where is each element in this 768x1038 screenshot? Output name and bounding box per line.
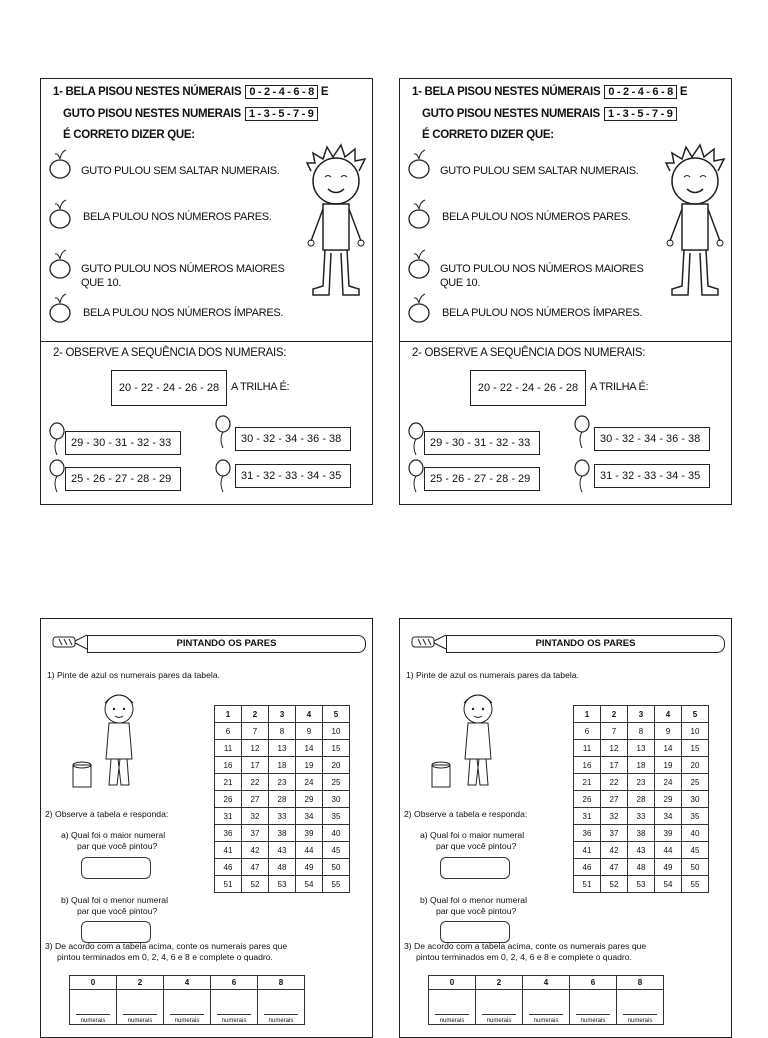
balloon-checkbox-icon[interactable] <box>49 422 65 456</box>
grid-row <box>215 791 350 808</box>
grid-cell[interactable]: 46 <box>215 859 242 876</box>
grid-cell[interactable]: 44 <box>296 842 323 859</box>
grid-cell[interactable]: 29 <box>655 791 682 808</box>
grid-cell[interactable]: 43 <box>628 842 655 859</box>
counting-header: 2 <box>117 976 164 990</box>
grid-cell[interactable]: 38 <box>269 825 296 842</box>
option-3: GUTO PULOU NOS NÚMEROS MAIORES <box>440 263 644 275</box>
counting-header: 8 <box>617 976 664 990</box>
grid-cell[interactable]: 22 <box>242 774 269 791</box>
grid-cell[interactable]: 27 <box>242 791 269 808</box>
grid-cell[interactable]: 11 <box>574 740 601 757</box>
grid-cell[interactable]: 6 <box>215 723 242 740</box>
q1-text: 1) Pinte de azul os numerais pares da tabela. <box>47 670 220 680</box>
grid-row <box>215 723 350 740</box>
grid-cell[interactable]: 28 <box>269 791 296 808</box>
answer-option-4: 31 - 32 - 33 - 34 - 35 <box>235 464 351 488</box>
grid-cell[interactable]: 35 <box>682 808 709 825</box>
q1-line1 <box>412 85 687 99</box>
worksheet-bottom-right <box>399 618 732 1038</box>
answer-blank[interactable] <box>123 1014 157 1015</box>
option-3-line2: QUE 10. <box>440 277 481 289</box>
grid-cell[interactable]: 55 <box>682 876 709 893</box>
option-3: GUTO PULOU NOS NÚMEROS MAIORES <box>81 263 285 275</box>
section-divider <box>400 341 731 342</box>
counting-header: 0 <box>70 976 117 990</box>
grid-row <box>215 740 350 757</box>
answer-input-smallest[interactable] <box>81 921 151 943</box>
grid-cell[interactable]: 46 <box>574 859 601 876</box>
grid-cell[interactable]: 1 <box>215 706 242 723</box>
section-divider <box>41 341 372 342</box>
counting-table <box>428 975 664 1025</box>
grid-cell[interactable]: 1 <box>574 706 601 723</box>
grid-cell[interactable]: 36 <box>215 825 242 842</box>
grid-row <box>215 859 350 876</box>
grid-cell[interactable]: 25 <box>323 774 350 791</box>
grid-cell[interactable]: 53 <box>269 876 296 893</box>
grid-cell[interactable]: 52 <box>601 876 628 893</box>
q1-line2 <box>422 107 677 121</box>
grid-row <box>574 825 709 842</box>
apple-checkbox-icon[interactable] <box>408 249 430 279</box>
grid-cell[interactable]: 32 <box>242 808 269 825</box>
grid-cell[interactable]: 54 <box>655 876 682 893</box>
option-2: BELA PULOU NOS NÚMEROS PARES. <box>442 211 631 223</box>
grid-row <box>574 842 709 859</box>
grid-cell[interactable]: 3 <box>628 706 655 723</box>
sequence-box: 20 - 22 - 24 - 26 - 28 <box>111 370 227 406</box>
counting-cell[interactable] <box>211 990 258 1025</box>
grid-row <box>574 791 709 808</box>
counting-header: 4 <box>164 976 211 990</box>
q2-title: 2) Observe a tabela e responda: <box>45 809 169 819</box>
grid-cell[interactable]: 10 <box>682 723 709 740</box>
option-2: BELA PULOU NOS NÚMEROS PARES. <box>83 211 272 223</box>
grid-cell[interactable]: 18 <box>269 757 296 774</box>
grid-cell[interactable]: 22 <box>601 774 628 791</box>
worksheet-title: PINTANDO OS PARES <box>87 635 366 653</box>
grid-row <box>215 757 350 774</box>
q1-line1-text: 1- BELA PISOU NESTES NÚMERAIS <box>412 86 601 98</box>
counting-header: 0 <box>429 976 476 990</box>
worksheet-title: PINTANDO OS PARES <box>446 635 725 653</box>
grid-cell[interactable]: 21 <box>574 774 601 791</box>
answer-blank[interactable] <box>482 1014 516 1015</box>
boy-illustration-icon <box>303 141 369 311</box>
grid-cell[interactable]: 11 <box>215 740 242 757</box>
apple-checkbox-icon[interactable] <box>408 293 430 323</box>
grid-row <box>215 808 350 825</box>
pencil-eraser-icon <box>408 631 448 655</box>
grid-cell[interactable]: 13 <box>628 740 655 757</box>
worksheet-top-left <box>40 78 373 505</box>
counting-header: 6 <box>570 976 617 990</box>
grid-cell[interactable]: 12 <box>601 740 628 757</box>
grid-cell[interactable]: 29 <box>296 791 323 808</box>
q3-line2: pintou terminados em 0, 2, 4, 6 e 8 e complete o quadro. <box>416 952 632 962</box>
q2b-line1: b) Qual foi o menor numeral <box>61 895 168 905</box>
counting-header: 8 <box>258 976 305 990</box>
counting-cell[interactable] <box>476 990 523 1025</box>
balloon-checkbox-icon[interactable] <box>215 415 231 449</box>
worksheet-bottom-left <box>40 618 373 1038</box>
answer-option-1: 29 - 30 - 31 - 32 - 33 <box>65 431 181 455</box>
grid-cell[interactable]: 9 <box>655 723 682 740</box>
q1-line2 <box>63 107 318 121</box>
grid-cell[interactable]: 50 <box>323 859 350 876</box>
apple-checkbox-icon[interactable] <box>408 199 430 229</box>
grid-cell[interactable]: 16 <box>574 757 601 774</box>
counting-cell[interactable] <box>570 990 617 1025</box>
balloon-checkbox-icon[interactable] <box>574 459 590 493</box>
grid-cell[interactable]: 3 <box>269 706 296 723</box>
q1-line2-text: GUTO PISOU NESTES NUMERAIS <box>422 108 600 120</box>
counting-header: 6 <box>211 976 258 990</box>
grid-cell[interactable]: 12 <box>242 740 269 757</box>
bela-numbers-box: 0 - 2 - 4 - 6 - 8 <box>604 85 677 99</box>
grid-cell[interactable]: 20 <box>682 757 709 774</box>
grid-cell[interactable]: 14 <box>296 740 323 757</box>
option-3-line2: QUE 10. <box>81 277 122 289</box>
q2a-line1: a) Qual foi o maior numeral <box>420 830 525 840</box>
numerais-label: numerais <box>268 1018 294 1024</box>
counting-header: 4 <box>523 976 570 990</box>
q1-line1-suffix: E <box>679 86 688 98</box>
q1-line1 <box>53 85 328 99</box>
grid-cell[interactable]: 8 <box>628 723 655 740</box>
balloon-checkbox-icon[interactable] <box>49 459 65 493</box>
grid-cell[interactable]: 15 <box>682 740 709 757</box>
grid-cell[interactable]: 17 <box>601 757 628 774</box>
grid-cell[interactable]: 37 <box>242 825 269 842</box>
grid-cell[interactable]: 47 <box>242 859 269 876</box>
grid-cell[interactable]: 40 <box>323 825 350 842</box>
grid-cell[interactable]: 2 <box>601 706 628 723</box>
grid-cell[interactable]: 51 <box>215 876 242 893</box>
grid-cell[interactable]: 23 <box>628 774 655 791</box>
option-1: GUTO PULOU SEM SALTAR NUMERAIS. <box>81 165 280 177</box>
boy-illustration-icon <box>662 141 728 311</box>
grid-row <box>215 842 350 859</box>
trail-prompt: A TRILHA É: <box>231 381 290 393</box>
q2b-line2: par que você pintou? <box>77 906 158 916</box>
grid-row <box>215 876 350 893</box>
grid-row <box>215 774 350 791</box>
answer-blank[interactable] <box>76 1014 110 1015</box>
q1-line3: É CORRETO DIZER QUE: <box>422 129 554 141</box>
grid-cell[interactable]: 33 <box>628 808 655 825</box>
q2-title: 2) Observe a tabela e responda: <box>404 809 528 819</box>
answer-input-smallest[interactable] <box>440 921 510 943</box>
counting-header: 2 <box>476 976 523 990</box>
numerais-label: numerais <box>533 1018 559 1024</box>
grid-cell[interactable]: 30 <box>682 791 709 808</box>
grid-cell[interactable]: 51 <box>574 876 601 893</box>
counting-cell[interactable] <box>523 990 570 1025</box>
grid-cell[interactable]: 17 <box>242 757 269 774</box>
grid-cell[interactable]: 4 <box>655 706 682 723</box>
answer-option-4: 31 - 32 - 33 - 34 - 35 <box>594 464 710 488</box>
guto-numbers-box: 1 - 3 - 5 - 7 - 9 <box>604 107 677 121</box>
counting-cell[interactable] <box>164 990 211 1025</box>
grid-row <box>574 740 709 757</box>
grid-row <box>574 757 709 774</box>
answer-blank[interactable] <box>217 1014 251 1015</box>
grid-row <box>574 876 709 893</box>
balloon-checkbox-icon[interactable] <box>574 415 590 449</box>
guto-numbers-box: 1 - 3 - 5 - 7 - 9 <box>245 107 318 121</box>
apple-checkbox-icon[interactable] <box>49 199 71 229</box>
grid-cell[interactable]: 24 <box>296 774 323 791</box>
bela-numbers-box: 0 - 2 - 4 - 6 - 8 <box>245 85 318 99</box>
grid-cell[interactable]: 16 <box>215 757 242 774</box>
grid-cell[interactable]: 42 <box>601 842 628 859</box>
answer-option-1: 29 - 30 - 31 - 32 - 33 <box>424 431 540 455</box>
grid-cell[interactable]: 6 <box>574 723 601 740</box>
q1-line3: É CORRETO DIZER QUE: <box>63 129 195 141</box>
q3-line1: 3) De acordo com a tabela acima, conte os numerais pares que <box>404 941 647 951</box>
q2a-line2: par que você pintou? <box>436 841 517 851</box>
grid-cell[interactable]: 4 <box>296 706 323 723</box>
answer-blank[interactable] <box>170 1014 204 1015</box>
balloon-checkbox-icon[interactable] <box>215 459 231 493</box>
q2-title: 2- OBSERVE A SEQUÊNCIA DOS NUMERAIS: <box>53 347 287 359</box>
q2-title: 2- OBSERVE A SEQUÊNCIA DOS NUMERAIS: <box>412 347 646 359</box>
apple-checkbox-icon[interactable] <box>49 293 71 323</box>
grid-cell[interactable]: 54 <box>296 876 323 893</box>
numerais-label: numerais <box>127 1018 153 1024</box>
grid-cell[interactable]: 5 <box>323 706 350 723</box>
grid-cell[interactable]: 27 <box>601 791 628 808</box>
grid-cell[interactable]: 23 <box>269 774 296 791</box>
answer-option-3: 25 - 26 - 27 - 28 - 29 <box>424 467 540 491</box>
grid-cell[interactable]: 50 <box>682 859 709 876</box>
balloon-checkbox-icon[interactable] <box>408 459 424 493</box>
q2a-line2: par que você pintou? <box>77 841 158 851</box>
numerais-label: numerais <box>80 1018 106 1024</box>
q1-line2-text: GUTO PISOU NESTES NUMERAIS <box>63 108 241 120</box>
grid-row <box>574 706 709 723</box>
grid-cell[interactable]: 19 <box>655 757 682 774</box>
grid-cell[interactable]: 31 <box>574 808 601 825</box>
grid-cell[interactable]: 36 <box>574 825 601 842</box>
grid-cell[interactable]: 34 <box>296 808 323 825</box>
pencil-eraser-icon <box>49 631 89 655</box>
numerais-label: numerais <box>580 1018 606 1024</box>
q2b-line2: par que você pintou? <box>436 906 517 916</box>
apple-checkbox-icon[interactable] <box>408 149 430 179</box>
grid-cell[interactable]: 39 <box>296 825 323 842</box>
grid-cell[interactable]: 28 <box>628 791 655 808</box>
grid-cell[interactable]: 7 <box>601 723 628 740</box>
numerais-label: numerais <box>439 1018 465 1024</box>
grid-cell[interactable]: 31 <box>215 808 242 825</box>
grid-cell[interactable]: 15 <box>323 740 350 757</box>
apple-checkbox-icon[interactable] <box>49 249 71 279</box>
grid-cell[interactable]: 24 <box>655 774 682 791</box>
q2a-line1: a) Qual foi o maior numeral <box>61 830 166 840</box>
grid-cell[interactable]: 26 <box>215 791 242 808</box>
apple-checkbox-icon[interactable] <box>49 149 71 179</box>
grid-cell[interactable]: 35 <box>323 808 350 825</box>
answer-input-largest[interactable] <box>440 857 510 879</box>
grid-cell[interactable]: 10 <box>323 723 350 740</box>
numerais-label: numerais <box>486 1018 512 1024</box>
grid-cell[interactable]: 39 <box>655 825 682 842</box>
grid-cell[interactable]: 30 <box>323 791 350 808</box>
number-grid <box>573 705 709 893</box>
grid-cell[interactable]: 49 <box>655 859 682 876</box>
boy-painter-illustration-icon <box>428 689 508 801</box>
answer-option-2: 30 - 32 - 34 - 36 - 38 <box>594 427 710 451</box>
answer-blank[interactable] <box>529 1014 563 1015</box>
number-grid <box>214 705 350 893</box>
grid-cell[interactable]: 55 <box>323 876 350 893</box>
grid-cell[interactable]: 47 <box>601 859 628 876</box>
grid-cell[interactable]: 21 <box>215 774 242 791</box>
grid-cell[interactable]: 44 <box>655 842 682 859</box>
q1-line1-text: 1- BELA PISOU NESTES NÚMERAIS <box>53 86 242 98</box>
grid-row <box>574 774 709 791</box>
grid-cell[interactable]: 8 <box>269 723 296 740</box>
answer-blank[interactable] <box>264 1014 298 1015</box>
grid-cell[interactable]: 38 <box>628 825 655 842</box>
grid-cell[interactable]: 52 <box>242 876 269 893</box>
grid-cell[interactable]: 42 <box>242 842 269 859</box>
balloon-checkbox-icon[interactable] <box>408 422 424 456</box>
grid-cell[interactable]: 48 <box>628 859 655 876</box>
grid-row <box>574 723 709 740</box>
counting-cell[interactable] <box>429 990 476 1025</box>
answer-blank[interactable] <box>576 1014 610 1015</box>
worksheet-top-right <box>399 78 732 505</box>
counting-table <box>69 975 305 1025</box>
q1-text: 1) Pinte de azul os numerais pares da tabela. <box>406 670 579 680</box>
answer-blank[interactable] <box>623 1014 657 1015</box>
grid-cell[interactable]: 7 <box>242 723 269 740</box>
grid-cell[interactable]: 49 <box>296 859 323 876</box>
grid-cell[interactable]: 41 <box>574 842 601 859</box>
grid-cell[interactable]: 19 <box>296 757 323 774</box>
trail-prompt: A TRILHA É: <box>590 381 649 393</box>
answer-input-largest[interactable] <box>81 857 151 879</box>
grid-row <box>574 859 709 876</box>
grid-cell[interactable]: 20 <box>323 757 350 774</box>
grid-cell[interactable]: 53 <box>628 876 655 893</box>
q2b-line1: b) Qual foi o menor numeral <box>420 895 527 905</box>
counting-cell[interactable] <box>617 990 664 1025</box>
grid-cell[interactable]: 34 <box>655 808 682 825</box>
counting-cell[interactable] <box>258 990 305 1025</box>
q3-line1: 3) De acordo com a tabela acima, conte os numerais pares que <box>45 941 288 951</box>
answer-blank[interactable] <box>435 1014 469 1015</box>
q3-line2: pintou terminados em 0, 2, 4, 6 e 8 e complete o quadro. <box>57 952 273 962</box>
numerais-label: numerais <box>174 1018 200 1024</box>
grid-cell[interactable]: 18 <box>628 757 655 774</box>
grid-cell[interactable]: 25 <box>682 774 709 791</box>
answer-option-2: 30 - 32 - 34 - 36 - 38 <box>235 427 351 451</box>
grid-row <box>215 706 350 723</box>
grid-cell[interactable]: 5 <box>682 706 709 723</box>
grid-cell[interactable]: 9 <box>296 723 323 740</box>
option-4: BELA PULOU NOS NÚMEROS ÍMPARES. <box>442 307 643 319</box>
grid-cell[interactable]: 41 <box>215 842 242 859</box>
grid-cell[interactable]: 37 <box>601 825 628 842</box>
counting-cell[interactable] <box>117 990 164 1025</box>
boy-painter-illustration-icon <box>69 689 149 801</box>
grid-cell[interactable]: 45 <box>323 842 350 859</box>
sequence-box: 20 - 22 - 24 - 26 - 28 <box>470 370 586 406</box>
grid-cell[interactable]: 33 <box>269 808 296 825</box>
grid-cell[interactable]: 32 <box>601 808 628 825</box>
grid-cell[interactable]: 2 <box>242 706 269 723</box>
grid-cell[interactable]: 14 <box>655 740 682 757</box>
grid-cell[interactable]: 48 <box>269 859 296 876</box>
grid-row <box>574 808 709 825</box>
numerais-label: numerais <box>627 1018 653 1024</box>
q1-line1-suffix: E <box>320 86 329 98</box>
grid-cell[interactable]: 43 <box>269 842 296 859</box>
grid-row <box>215 825 350 842</box>
option-1: GUTO PULOU SEM SALTAR NUMERAIS. <box>440 165 639 177</box>
numerais-label: numerais <box>221 1018 247 1024</box>
answer-option-3: 25 - 26 - 27 - 28 - 29 <box>65 467 181 491</box>
counting-cell[interactable] <box>70 990 117 1025</box>
grid-cell[interactable]: 13 <box>269 740 296 757</box>
grid-cell[interactable]: 26 <box>574 791 601 808</box>
grid-cell[interactable]: 40 <box>682 825 709 842</box>
option-4: BELA PULOU NOS NÚMEROS ÍMPARES. <box>83 307 284 319</box>
grid-cell[interactable]: 45 <box>682 842 709 859</box>
